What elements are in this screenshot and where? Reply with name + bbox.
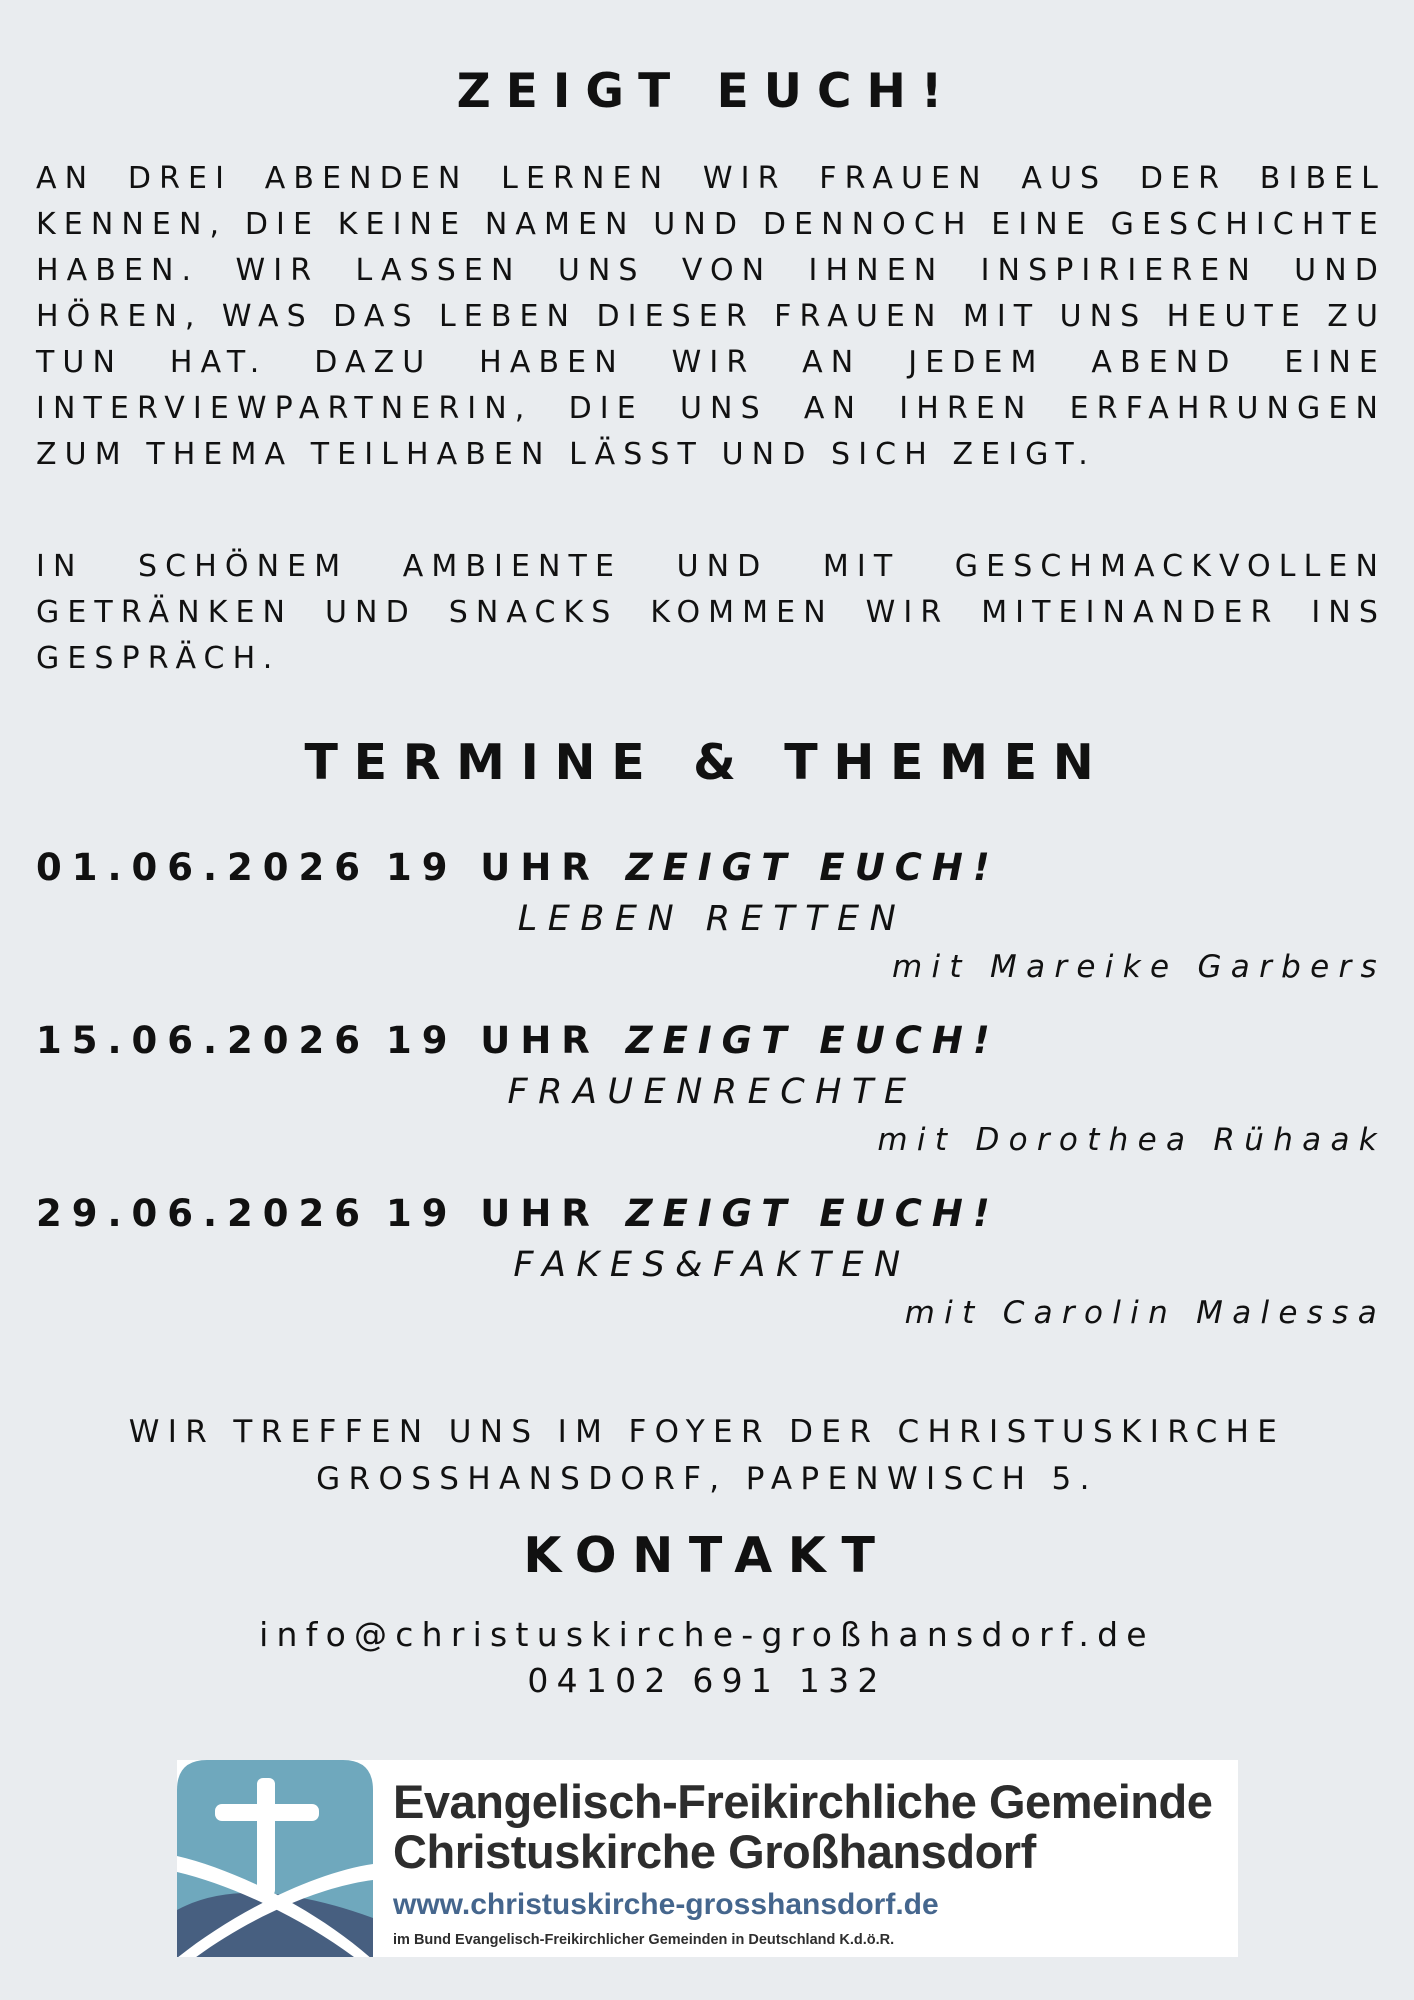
event-title: ZEIGT EUCH! [625,846,1000,889]
event-guest: mit Dorothea Rühaak [877,1122,1386,1158]
ambience-paragraph: IN SCHÖNEM AMBIENTE UND MIT GESCHMACKVOLLEN GETRÄNKEN UND SNACKS KOMMEN WIR MITEINANDER INS GESPRÄCH. [36,549,1386,676]
event-guest: mit Carolin Malessa [904,1295,1386,1331]
contact-email[interactable]: info@christuskirche-großhansdorf.de [259,1615,1155,1654]
contact-heading: KONTAKT [523,1527,891,1584]
event-entry [0,1192,1414,1362]
logo-text-line1: Evangelisch-Freikirchliche Gemeinde [393,1775,1213,1828]
venue-line: WIR TREFFEN UNS IM FOYER DER CHRISTUSKIRCHE [128,1414,1286,1450]
event-date: 15.06.2026 [36,1019,370,1062]
event-entry [0,846,1414,1016]
event-entry [0,1019,1414,1189]
logo-text-line2: Christuskirche Großhansdorf [393,1825,1036,1878]
event-title: ZEIGT EUCH! [625,1192,1000,1235]
event-headline [36,1192,1000,1235]
contact-info [0,1612,1414,1704]
event-date: 01.06.2026 [36,846,370,889]
venue-info [0,1409,1414,1503]
intro-paragraph: AN DREI ABENDEN LERNEN WIR FRAUEN AUS DER BIBEL KENNEN, DIE KEINE NAMEN UND DENNOCH EINE GESCHICHTE HABEN. WIR LASSEN UNS VON IHNEN INSPIRIEREN UND HÖREN, WAS DAS LEBEN DIESER FRAUEN MIT UNS HEUTE ZU TUN HAT. DAZU HABEN WIR AN JEDEM ABEND EINE INTERVIEWPARTNERIN, DIE UNS AN IHREN ERFAHRUNGEN ZUM THEMA TEILHABEN LÄSST UND SICH ZEIGT. [36,161,1386,472]
schedule-heading: TERMINE & THEMEN [304,734,1110,791]
event-title: ZEIGT EUCH! [625,1019,1000,1062]
event-topic: FAKES&FAKTEN [513,1245,911,1285]
event-headline [36,846,1000,889]
logo-website-link[interactable]: www.christuskirche-grosshansdorf.de [393,1888,939,1921]
event-topic: LEBEN RETTEN [517,899,907,939]
venue-address: GROSSHANSDORF, PAPENWISCH 5. [316,1461,1098,1497]
event-time: 19 UHR [385,1192,600,1235]
contact-phone[interactable]: 04102 691 132 [527,1661,887,1700]
logo-affiliation: im Bund Evangelisch-Freikirchlicher Gemeinden in Deutschland K.d.ö.R. [393,1932,895,1948]
church-cross-icon [177,1760,373,1957]
event-guest: mit Mareike Garbers [892,949,1386,985]
event-date: 29.06.2026 [36,1192,370,1235]
event-headline [36,1019,1000,1062]
event-topic: FRAUENRECHTE [507,1072,917,1112]
church-logo [177,1760,1238,1957]
event-time: 19 UHR [385,846,600,889]
event-time: 19 UHR [385,1019,600,1062]
page-title: ZEIGT EUCH! [456,64,958,119]
